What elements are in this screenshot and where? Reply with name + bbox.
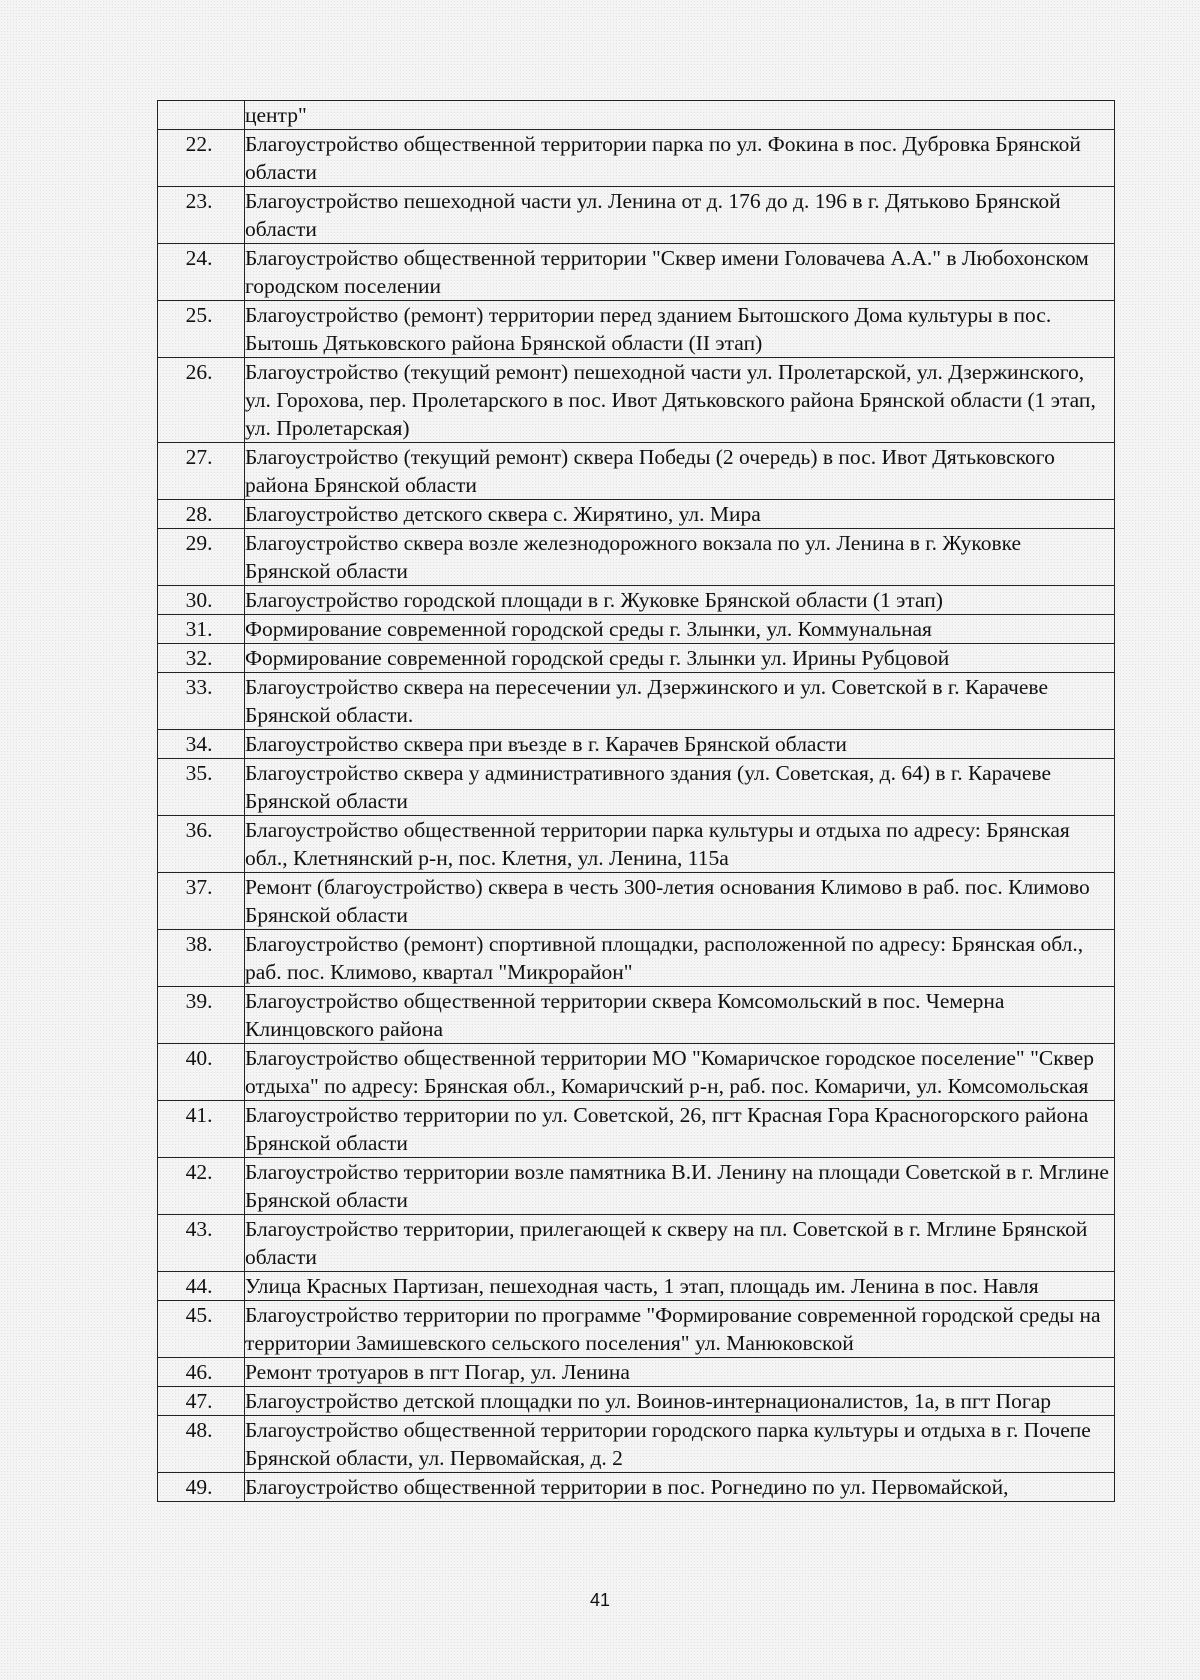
- row-description: Благоустройство общественной территории в пос. Рогнедино по ул. Первомайской,: [245, 1473, 1115, 1502]
- row-number: 35.: [158, 759, 245, 816]
- table-row: [158, 1387, 1115, 1416]
- table-row: [158, 1358, 1115, 1387]
- row-number: 48.: [158, 1416, 245, 1473]
- row-number: 40.: [158, 1044, 245, 1101]
- row-number: 22.: [158, 130, 245, 187]
- row-number: 41.: [158, 1101, 245, 1158]
- row-description: Благоустройство общественной территории парка культуры и отдыха по адресу: Брянская обл., Клетнянский р-н, пос. Клетня, ул. Ленина, 115а: [245, 816, 1115, 873]
- table-row: [158, 759, 1115, 816]
- table-row: [158, 1215, 1115, 1272]
- table-row: [158, 644, 1115, 673]
- table-row: [158, 1158, 1115, 1215]
- row-description: Благоустройство (ремонт) спортивной площадки, расположенной по адресу: Брянская обл., раб. пос. Климово, квартал "Микрорайон": [245, 930, 1115, 987]
- row-number: 23.: [158, 187, 245, 244]
- row-number: [158, 101, 245, 130]
- row-number: 36.: [158, 816, 245, 873]
- row-description: Ремонт тротуаров в пгт Погар, ул. Ленина: [245, 1358, 1115, 1387]
- row-number: 28.: [158, 500, 245, 529]
- row-description: Благоустройство общественной территории городского парка культуры и отдыха в г. Почепе Брянской области, ул. Первомайская, д. 2: [245, 1416, 1115, 1473]
- table-row: [158, 1101, 1115, 1158]
- row-description: Благоустройство территории по ул. Советской, 26, пгт Красная Гора Красногорского района Брянской области: [245, 1101, 1115, 1158]
- row-description: Благоустройство сквера при въезде в г. Карачев Брянской области: [245, 730, 1115, 759]
- page-number: 41: [589, 1590, 611, 1610]
- table-row: [158, 244, 1115, 301]
- row-number: 27.: [158, 443, 245, 500]
- row-description: Благоустройство сквера у административного здания (ул. Советская, д. 64) в г. Карачеве Брянской области: [245, 759, 1115, 816]
- row-number: 44.: [158, 1272, 245, 1301]
- table-row: [158, 816, 1115, 873]
- row-description: Благоустройство общественной территории МО "Комаричское городское поселение" "Сквер отдыха" по адресу: Брянская обл., Комаричский р-н, раб. пос. Комаричи, ул. Комсомольская: [245, 1044, 1115, 1101]
- table-row: [158, 1044, 1115, 1101]
- table-row: [158, 130, 1115, 187]
- row-description: Благоустройство сквера возле железнодорожного вокзала по ул. Ленина в г. Жуковке Брянской области: [245, 529, 1115, 586]
- row-number: 25.: [158, 301, 245, 358]
- table-row: [158, 529, 1115, 586]
- row-number: 38.: [158, 930, 245, 987]
- table-row: [158, 500, 1115, 529]
- row-number: 26.: [158, 358, 245, 443]
- table-row: [158, 873, 1115, 930]
- row-number: 49.: [158, 1473, 245, 1502]
- table-row: [158, 586, 1115, 615]
- row-description: Благоустройство общественной территории сквера Комсомольский в пос. Чемерна Клинцовского района: [245, 987, 1115, 1044]
- row-number: 34.: [158, 730, 245, 759]
- row-description: центр": [245, 101, 1115, 130]
- row-description: Формирование современной городской среды г. Злынки, ул. Коммунальная: [245, 615, 1115, 644]
- projects-table-body: [158, 101, 1115, 1502]
- row-description: Благоустройство территории, прилегающей к скверу на пл. Советской в г. Мглине Брянской области: [245, 1215, 1115, 1272]
- row-number: 31.: [158, 615, 245, 644]
- row-description: Формирование современной городской среды г. Злынки ул. Ирины Рубцовой: [245, 644, 1115, 673]
- row-number: 30.: [158, 586, 245, 615]
- table-row: [158, 443, 1115, 500]
- row-description: Благоустройство детской площадки по ул. Воинов-интернационалистов, 1а, в пгт Погар: [245, 1387, 1115, 1416]
- row-number: 37.: [158, 873, 245, 930]
- table-row: [158, 730, 1115, 759]
- row-number: 43.: [158, 1215, 245, 1272]
- table-row: [158, 101, 1115, 130]
- table-row: [158, 930, 1115, 987]
- row-description: Благоустройство территории возле памятника В.И. Ленину на площади Советской в г. Мглине Брянской области: [245, 1158, 1115, 1215]
- row-description: Улица Красных Партизан, пешеходная часть, 1 этап, площадь им. Ленина в пос. Навля: [245, 1272, 1115, 1301]
- table-row: [158, 301, 1115, 358]
- row-number: 32.: [158, 644, 245, 673]
- row-number: 46.: [158, 1358, 245, 1387]
- row-number: 29.: [158, 529, 245, 586]
- row-description: Благоустройство (ремонт) территории перед зданием Бытошского Дома культуры в пос. Бытошь Дятьковского района Брянской области (II этап): [245, 301, 1115, 358]
- row-number: 24.: [158, 244, 245, 301]
- row-number: 42.: [158, 1158, 245, 1215]
- table-row: [158, 1272, 1115, 1301]
- table-row: [158, 187, 1115, 244]
- row-description: Благоустройство территории по программе "Формирование современной городской среды на территории Замишевского сельского поселения" ул. Манюковской: [245, 1301, 1115, 1358]
- table-row: [158, 615, 1115, 644]
- row-number: 39.: [158, 987, 245, 1044]
- table-row: [158, 1473, 1115, 1502]
- row-description: Благоустройство общественной территории парка по ул. Фокина в пос. Дубровка Брянской области: [245, 130, 1115, 187]
- table-row: [158, 1301, 1115, 1358]
- table-row: [158, 1416, 1115, 1473]
- row-description: Благоустройство (текущий ремонт) пешеходной части ул. Пролетарской, ул. Дзержинского, ул. Горохова, пер. Пролетарского в пос. Ивот Дятьковского района Брянской области (1 этап, ул. Пролетарская): [245, 358, 1115, 443]
- row-description: Благоустройство (текущий ремонт) сквера Победы (2 очередь) в пос. Ивот Дятьковского района Брянской области: [245, 443, 1115, 500]
- row-description: Благоустройство детского сквера с. Жирятино, ул. Мира: [245, 500, 1115, 529]
- row-number: 47.: [158, 1387, 245, 1416]
- table-row: [158, 358, 1115, 443]
- row-description: Ремонт (благоустройство) сквера в честь 300-летия основания Климово в раб. пос. Климово Брянской области: [245, 873, 1115, 930]
- row-description: Благоустройство пешеходной части ул. Ленина от д. 176 до д. 196 в г. Дятьково Брянской области: [245, 187, 1115, 244]
- projects-table: [157, 100, 1115, 1502]
- row-description: Благоустройство сквера на пересечении ул. Дзержинского и ул. Советской в г. Карачеве Брянской области.: [245, 673, 1115, 730]
- table-row: [158, 673, 1115, 730]
- table-row: [158, 987, 1115, 1044]
- row-number: 45.: [158, 1301, 245, 1358]
- row-description: Благоустройство общественной территории "Сквер имени Головачева А.А." в Любохонском городском поселении: [245, 244, 1115, 301]
- row-description: Благоустройство городской площади в г. Жуковке Брянской области (1 этап): [245, 586, 1115, 615]
- row-number: 33.: [158, 673, 245, 730]
